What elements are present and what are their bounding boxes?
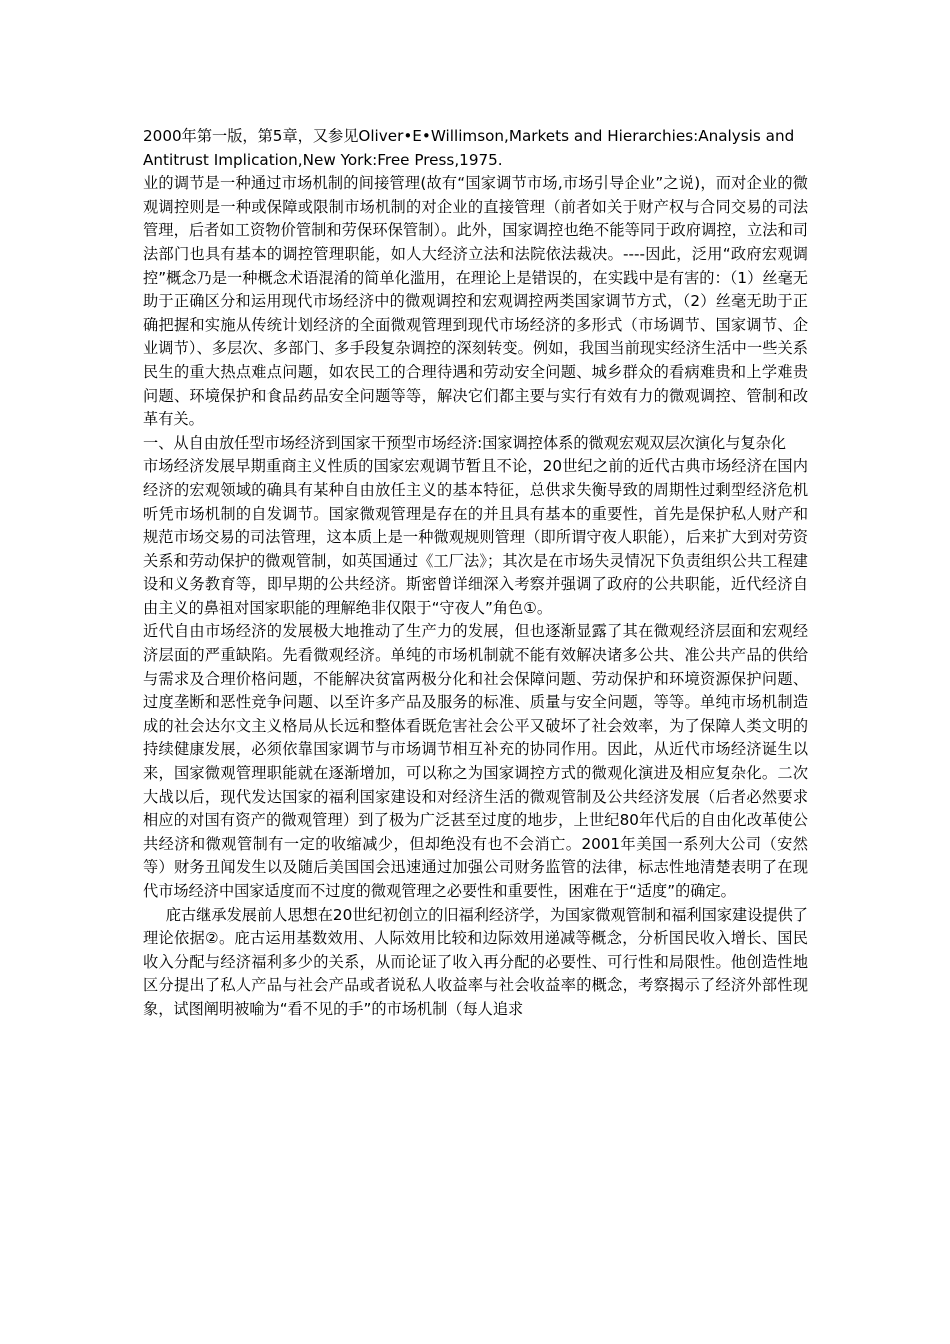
paragraph-pigou-welfare-economics: 庇古继承发展前人思想在20世纪初创立的旧福利经济学，为国家微观管制和福利国家建设提供了理论依据②。庇古运用基数效用、人际效用比较和边际效用递减等概念，分析国民收入增长、国民收入分配与经济福利多少的关系，从而论证了收入再分配的必要性、可行性和局限性。他创造性地区分提出了私人产品与社会产品或者说私人收益率与社会收益率的概念，考察揭示了经济外部性现象，试图阐明被喻为“看不见的手”的市场机制（每人追求 xyxy=(143,905,808,1018)
document-page xyxy=(143,125,808,1022)
paragraph-modern-market-defects: 近代自由市场经济的发展极大地推动了生产力的发展，但也逐渐显露了其在微观经济层面和宏观经济层面的严重缺陷。先看微观经济。单纯的市场机制就不能有效解决诸多公共、准公共产品的供给与需求及合理价格问题，不能解决贫富两极分化和社会保障问题、劳动保护和环境资源保护问题、过度垄断和恶性竞争问题、以至许多产品及服务的标准、质量与安全问题，等等。单纯市场机制造成的社会达尔文主义格局从长远和整体看既危害社会公平又破坏了社会效率，为了保障人类文明的持续健康发展，必须依靠国家调节与市场调节相互补充的协同作用。因此，从近代市场经济诞生以来，国家微观管理职能就在逐渐增加，可以称之为国家调控方式的微观化演进及相应复杂化。二次大战以后，现代发达国家的福利国家建设和对经济生活的微观管制及公共经济发展（后者必然要求相应的对国有资产的微观管理）到了极为广泛甚至过度的地步，上世纪80年代后的自由化改革使公共经济和微观管制有一定的收缩减少，但却绝没有也不会消亡。2001年美国一系列大公司（安然等）财务丑闻发生以及随后美国国会迅速通过加强公司财务监管的法律，标志性地清楚表明了在现代市场经济中国家适度而不过度的微观管理之必要性和重要性，困难在于“适度”的确定。 xyxy=(143,622,808,900)
section-heading: 一、从自由放任型市场经济到国家干预型市场经济:国家调控体系的微观宏观双层次演化与复杂化 xyxy=(143,433,786,452)
footnote-reference: 2000年第一版，第5章，又参见Oliver•E•Willimson,Markets and Hierarchies:Analysis and Antitrust Implication,New York:Free Press,1975. xyxy=(143,127,795,169)
paragraph-classical-market-economy: 市场经济发展早期重商主义性质的国家宏观调节暂且不论，20世纪之前的近代古典市场经济在国内经济的宏观领域的确具有某种自由放任主义的基本特征，总供求失衡导致的周期性过剩型经济危机听凭市场机制的自发调节。国家微观管理是存在的并且具有基本的重要性，首先是保护私人财产和规范市场交易的司法管理，这本质上是一种微观规则管理（即所谓守夜人职能），后来扩大到对劳资关系和劳动保护的微观管制，如英国通过《工厂法》；其次是在市场失灵情况下负责组织公共工程建设和义务教育等，即早期的公共经济。斯密曾详细深入考察并强调了政府的公共职能，近代经济自由主义的鼻祖对国家职能的理解绝非仅限于“守夜人”角色①。 xyxy=(143,457,808,617)
paragraph-macro-micro-regulation: 业的调节是一种通过市场机制的间接管理(故有“国家调节市场,市场引导企业”之说)，而对企业的微观调控则是一种或保障或限制市场机制的对企业的直接管理（前者如关于财产权与合同交易的司法管理，后者如工资物价管制和劳保环保管制）。此外，国家调控也绝不能等同于政府调控，立法和司法部门也具有基本的调控管理职能，如人大经济立法和法院依法裁决。----因此，泛用“政府宏观调控”概念乃是一种概念术语混淆的简单化滥用，在理论上是错误的，在实践中是有害的：（1）丝毫无助于正确区分和运用现代市场经济中的微观调控和宏观调控两类国家调节方式，（2）丝毫无助于正确把握和实施从传统计划经济的全面微观管理到现代市场经济的多形式（市场调节、国家调节、企业调节）、多层次、多部门、多手段复杂调控的深刻转变。例如，我国当前现实经济生活中一些关系民生的重大热点难点问题，如农民工的合理待遇和劳动安全问题、城乡群众的看病难贵和上学难贵问题、环境保护和食品药品安全问题等等，解决它们都主要与实行有效有力的微观调控、管制和改革有关。 xyxy=(143,174,808,429)
